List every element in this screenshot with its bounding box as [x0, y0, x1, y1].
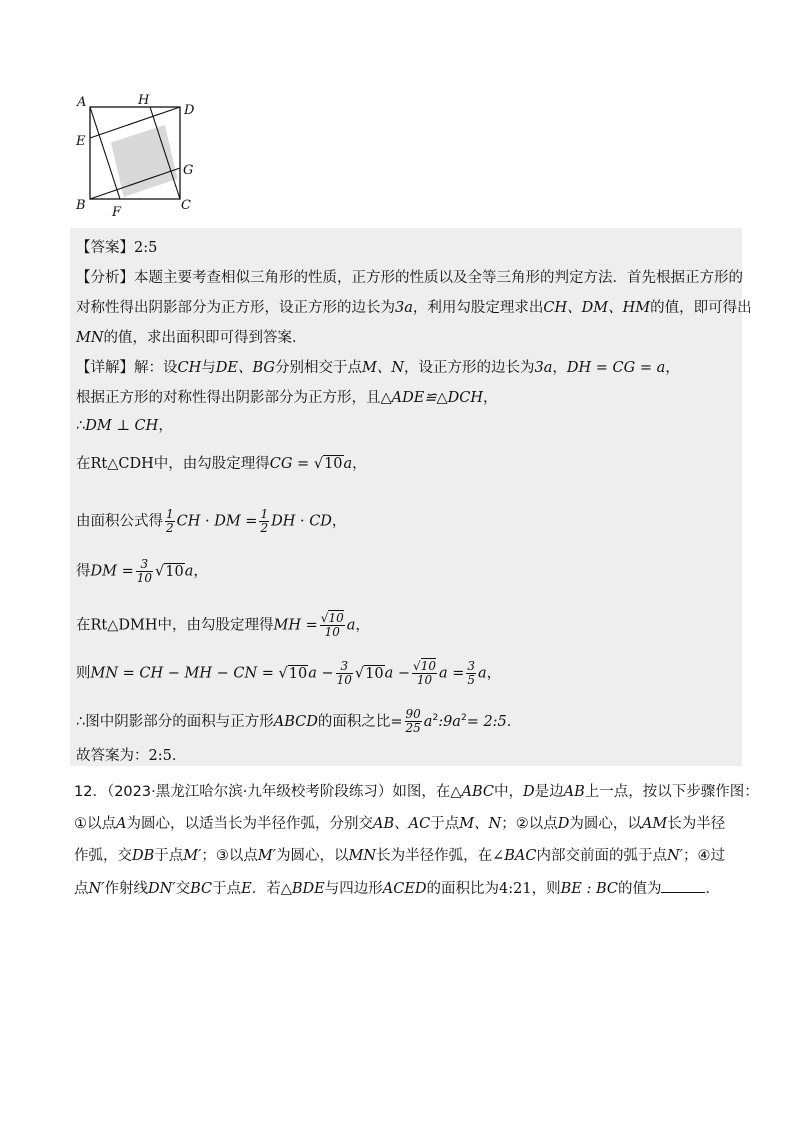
detail-text: 的面积之比= — [317, 713, 403, 730]
fraction — [259, 508, 269, 535]
numerator: 3 — [336, 660, 353, 674]
math-expr: AB — [372, 816, 395, 832]
fraction — [466, 660, 476, 687]
radicand: 10 — [288, 665, 308, 682]
detail-text: 得 — [76, 563, 91, 580]
question-source: （2023·黑龙江哈尔滨·九年级校考阶段练习） — [106, 784, 393, 800]
fraction — [412, 660, 437, 687]
answer-value: 2:5 — [134, 240, 158, 256]
detail-text: 则 — [76, 665, 91, 682]
analysis-line-3 — [76, 328, 307, 348]
label-g: G — [183, 163, 194, 178]
question-text: ． — [705, 881, 720, 897]
detail-line-3 — [76, 416, 173, 436]
math-expr: a − — [308, 665, 334, 682]
math-expr: Rt△DMH — [90, 617, 158, 634]
question-text: 内部交前面的弧于点 — [536, 848, 667, 864]
math-expr: BE : BC — [560, 881, 618, 897]
sqrt-expr: √10 — [313, 456, 343, 472]
math-expr: MN — [348, 848, 377, 864]
denominator: 10 — [416, 673, 433, 687]
math-expr: a — [184, 563, 194, 580]
radicand: 10 — [324, 456, 343, 472]
math-expr: AM — [641, 816, 668, 832]
detail-text: 中，由勾股定理得 — [157, 617, 274, 634]
denominator: 10 — [324, 625, 340, 639]
question-text: 作弧，交 — [74, 848, 132, 864]
question-text: ，则 — [531, 881, 561, 897]
question-line-4 — [74, 878, 720, 899]
detail-text: 与 — [201, 360, 216, 376]
math-expr: D — [557, 816, 570, 832]
math-expr: MN — [76, 330, 104, 346]
math-expr: ABCD — [273, 713, 318, 730]
math-expr: M、N — [459, 816, 502, 832]
exponent: 2 — [432, 713, 439, 723]
question-text: 交 — [175, 881, 191, 897]
question-text: 的面积比为 — [426, 881, 500, 897]
sqrt-expr: √10 — [354, 665, 384, 682]
detail-text: 在 — [76, 456, 91, 472]
math-expr: a — [423, 713, 433, 730]
question-text: 于点 — [430, 816, 460, 832]
question-text: 作射线 — [104, 881, 148, 897]
question-text: ①以点 — [74, 816, 116, 832]
analysis-tag: 【分析】 — [76, 270, 134, 286]
math-expr: CH · DM = — [176, 513, 258, 530]
math-expr: DE、BG — [215, 360, 275, 376]
question-text: 点 — [74, 881, 89, 897]
math-expr: Rt△CDH — [90, 456, 154, 472]
math-expr: M′ — [257, 848, 277, 864]
sqrt-expr: √10 — [278, 665, 308, 682]
question-line-3 — [74, 846, 725, 866]
question-text: 上一点，按以下步骤作图： — [584, 784, 759, 800]
math-expr: M、N — [361, 360, 405, 376]
label-e: E — [76, 134, 86, 149]
math-expr: AB — [563, 784, 585, 800]
question-text: 于点 — [212, 881, 242, 897]
detail-text: ， — [331, 513, 347, 530]
math-expr: A — [116, 816, 127, 832]
math-expr: DM ⊥ CH — [85, 418, 159, 434]
math-expr: CG = — [269, 456, 310, 472]
radicand: 10 — [420, 659, 436, 673]
detail-text: ． — [171, 748, 187, 764]
denominator: 5 — [467, 673, 476, 687]
question-text: ；④过 — [682, 848, 725, 864]
detail-text: ， — [483, 390, 498, 406]
math-expr: DB — [132, 848, 155, 864]
math-expr: a — [346, 617, 356, 634]
detail-text: ， — [193, 563, 208, 580]
numerator: √10 — [320, 611, 344, 625]
math-expr: BC — [190, 881, 213, 897]
label-d: D — [184, 103, 195, 118]
math-expr: DN′ — [147, 881, 176, 897]
detail-text: 根据正方形的对称性得出阴影部分为正方形，且 — [76, 390, 381, 406]
radicand: 10 — [165, 563, 184, 580]
detail-line-10 — [76, 746, 186, 766]
label-h: H — [138, 93, 150, 108]
label-c: C — [181, 198, 191, 213]
therefore-symbol: ∴ — [76, 713, 86, 730]
numerator: 1 — [260, 507, 269, 521]
fraction — [405, 708, 422, 735]
math-expr: ACED — [382, 881, 427, 897]
math-expr: ∠BAC — [492, 848, 537, 864]
question-text: 为圆心，以 — [276, 848, 349, 864]
question-text: 如图，在 — [392, 784, 451, 800]
detail-text: ， — [665, 360, 680, 376]
detail-line-8 — [76, 660, 501, 687]
denominator: 2 — [260, 521, 269, 535]
question-text: 中， — [493, 784, 523, 800]
exponent: 2 — [460, 713, 467, 723]
math-expr: 2:5 — [148, 748, 172, 764]
detail-text: 在 — [76, 617, 91, 634]
denominator: 10 — [336, 673, 352, 687]
detail-line-5 — [76, 508, 346, 535]
radicand: 10 — [328, 611, 344, 625]
question-line-1 — [74, 782, 759, 802]
question-line-2 — [74, 814, 725, 834]
question-number: 12． — [74, 784, 107, 800]
numerator: 3 — [136, 558, 153, 572]
fraction — [165, 508, 175, 535]
analysis-line-1 — [76, 268, 743, 288]
detail-text: ， — [158, 418, 173, 434]
math-expr: 3a — [534, 360, 553, 376]
detail-text: 中，由勾股定理得 — [153, 456, 270, 472]
detail-text: 故答案为： — [76, 748, 149, 764]
question-text: 、 — [394, 816, 409, 832]
detail-text: ， — [552, 360, 567, 376]
math-expr: M′ — [183, 848, 202, 864]
radicand: 10 — [365, 665, 384, 682]
math-expr: a — [478, 665, 487, 682]
label-a: A — [77, 95, 87, 110]
math-expr: △ABC — [450, 784, 494, 800]
math-expr: a = — [438, 665, 465, 682]
math-expr: a − — [384, 665, 411, 682]
detail-text: ， — [486, 665, 502, 682]
answer-blank[interactable] — [661, 878, 705, 893]
question-text: 于点 — [154, 848, 184, 864]
numerator: 3 — [467, 659, 476, 673]
answer-tag: 【答案】 — [76, 240, 134, 256]
question-text: 长为半径 — [667, 816, 726, 832]
detail-text: ，设正方形的边长为 — [404, 360, 535, 376]
detail-text: ． — [506, 713, 522, 730]
detail-text: ， — [352, 456, 367, 472]
question-text: 为圆心，以适当长为半径作弧，分别交 — [126, 816, 373, 832]
numerator: 90 — [405, 707, 421, 722]
question-text: ；②以点 — [501, 816, 558, 832]
math-expr: MN = CH − MH − CN = — [90, 665, 274, 682]
detail-line-4 — [76, 454, 367, 474]
detail-line-2 — [76, 388, 498, 408]
detail-line-7 — [76, 612, 370, 639]
therefore-symbol: ∴ — [76, 418, 86, 434]
detail-tag: 【详解】 — [76, 360, 134, 376]
math-expr: △ADE≌△DCH — [380, 390, 483, 406]
math-expr: △BDE — [280, 881, 325, 897]
fraction — [136, 558, 153, 585]
sqrt-expr: √10 — [155, 563, 184, 580]
detail-text: 由面积公式得 — [76, 513, 163, 530]
math-expr: DM = — [90, 563, 134, 580]
math-expr: N′ — [666, 848, 683, 864]
math-expr: MH = — [273, 617, 318, 634]
analysis-text: 的值，求出面积即可得到答案． — [103, 330, 307, 346]
math-expr: CH — [177, 360, 202, 376]
square-abcd-figure — [70, 92, 200, 222]
math-expr: 3a — [395, 300, 413, 316]
detail-text: 分别相交于点 — [274, 360, 362, 376]
fraction — [320, 612, 345, 639]
detail-text: ， — [355, 617, 370, 634]
answer-line — [76, 238, 157, 258]
detail-text: 图中阴影部分的面积与正方形 — [85, 713, 274, 730]
analysis-text-1: 本题主要考查相似三角形的性质，正方形的性质以及全等三角形的判定方法．首先根据正方形的 — [134, 270, 743, 286]
math-expr: 4:21 — [499, 881, 532, 897]
question-text: ；③以点 — [201, 848, 258, 864]
question-text: 是边 — [534, 784, 564, 800]
math-expr: DH · CD — [271, 513, 332, 530]
math-expr: CH、DM、HM — [543, 300, 651, 316]
detail-line-6 — [76, 558, 208, 585]
label-b: B — [76, 198, 86, 213]
question-text: 与四边形 — [324, 881, 383, 897]
detail-line-1 — [76, 358, 680, 378]
question-text: 为圆心，以 — [569, 816, 642, 832]
detail-text: 解：设 — [134, 360, 178, 376]
numerator: √10 — [413, 659, 436, 673]
analysis-text: ，利用勾股定理求出 — [412, 300, 544, 316]
question-text: 的值为 — [617, 881, 662, 897]
math-expr: :9a — [438, 713, 461, 730]
question-text: ．若 — [251, 881, 281, 897]
analysis-text: 对称性得出阴影部分为正方形，设正方形的边长为 — [76, 300, 395, 316]
denominator: 10 — [136, 571, 153, 585]
question-text: 长为半径作弧，在 — [376, 848, 493, 864]
math-expr: AC — [408, 816, 431, 832]
label-f: F — [112, 205, 122, 220]
analysis-text: 的值，即可得出 — [650, 300, 752, 316]
math-expr: DH = CG = a — [566, 360, 666, 376]
detail-line-9 — [76, 708, 521, 735]
math-expr: D — [522, 784, 535, 800]
analysis-line-2 — [76, 298, 752, 318]
fraction — [336, 660, 353, 687]
numerator: 1 — [166, 507, 174, 521]
math-expr: N′ — [88, 881, 105, 897]
math-expr: = 2:5 — [466, 713, 507, 730]
denominator: 2 — [166, 521, 174, 535]
denominator: 25 — [405, 721, 421, 736]
math-expr: E — [241, 881, 252, 897]
math-expr: a — [343, 456, 353, 472]
